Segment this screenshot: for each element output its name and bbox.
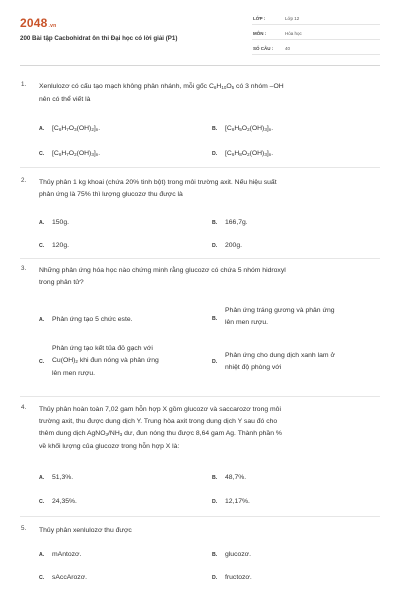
option-label: B. [212,126,218,132]
option-label: D. [212,359,218,365]
option-text: 150g. [52,219,70,226]
meta-class [252,14,380,25]
question-line: trong phân tử? [39,279,84,286]
site-logo[interactable]: 2048.vn [20,16,57,30]
option-text [225,305,335,329]
option-line: nhiệt độ phòng với [225,364,282,371]
option-text: 200g. [225,242,243,249]
option-text: sAccArozơ. [52,574,88,581]
meta-subject-label: MÔN : [253,31,267,36]
option-label: A. [39,317,45,323]
option-line: Phản ứng tạo kết tủa đỏ gạch với [52,345,153,352]
header-divider [20,65,380,66]
option-label: C. [39,499,45,505]
option-label: C. [39,151,45,157]
document-title: 200 Bài tập Cacbohidrat ôn thi Đại học có lời giải (P1) [20,35,178,42]
meta-class-label: LỚP : [253,16,266,21]
option-label: C. [39,575,45,581]
option-label: B. [212,552,218,558]
option-label: A. [39,220,45,226]
meta-count-label: SỐ CÂU : [253,46,274,51]
question-line: nên có thể viết là [39,96,91,103]
option-label: B. [212,475,218,481]
meta-question-count [252,44,380,55]
option-line: Phản ứng cho dung dịch xanh lam ở [225,352,335,359]
option-label: B. [212,316,218,322]
question-text [39,81,377,106]
option-text [225,350,335,374]
question-line: phản ứng là 75% thì lượng glucozơ thu được là [39,191,183,198]
question-number: 2. [21,177,27,184]
question-2 [20,177,380,259]
option-label: D. [212,575,218,581]
option-label: A. [39,552,45,558]
question-4 [20,404,380,517]
question-line: trường axit, thu được dung dịch Y. Trung hòa axit trong dung dịch Y sau đó cho [39,418,278,425]
option-text: 12,17%. [225,498,250,505]
option-label: A. [39,126,45,132]
option-label: D. [212,499,218,505]
option-text: $[C_6H_7O_3(OH)_2]_n$. [52,125,101,132]
document-header [0,0,400,66]
option-text: 120g. [52,242,70,249]
option-label: A. [39,475,45,481]
question-line: thêm dung dịch $AgNO_3/NH_3$ dư, đun nóng thu được 8,64 gam Ag. Thành phần % [39,430,282,437]
option-text: 51,3%. [52,474,74,481]
question-line: về khối lượng của glucozơ trong hỗn hợp X là: [39,443,180,450]
question-text [39,525,377,537]
option-text [52,343,159,380]
question-text [39,265,377,289]
option-label: D. [212,243,218,249]
option-text: fructozơ. [225,574,252,581]
question-line: Thủy phân 1 kg khoai (chứa 20% tinh bột) trong môi trường axit. Nếu hiệu suất [39,179,277,186]
option-label: D. [212,151,218,157]
meta-subject-value: Hóa học [285,31,302,36]
option-line: Phản ứng tráng gương và phản ứng [225,307,335,314]
option-label: B. [212,220,218,226]
question-5 [20,525,380,595]
option-line: lên men rượu. [52,370,96,377]
option-text: mAntozơ. [52,551,82,558]
question-text [39,177,377,201]
question-line: Thủy phân hoàn toàn 7,02 gam hỗn hợp X gồm glucozơ và saccarozơ trong môi [39,406,281,413]
option-text: $[C_6H_7O_2(OH)_3]_n$. [52,150,101,157]
option-line: $Cu(OH)_2$ khi đun nóng và phản ứng [52,357,159,364]
option-text: glucozơ. [225,551,251,558]
meta-subject [252,29,380,40]
question-line: Xenlulozơ có cấu tạo mạch không phân nhánh, mỗi gốc $C_6H_{10}O_5$ có 3 nhóm –OH [39,83,284,90]
meta-count-value: 40 [285,46,291,51]
question-number: 1. [21,81,27,88]
meta-class-value: Lớp 12 [285,16,300,21]
option-label: C. [39,359,45,365]
question-1 [20,81,380,168]
option-line: lên men rượu. [225,319,269,326]
question-number: 4. [21,404,27,411]
question-3 [20,265,380,397]
question-line: Thủy phân xenlulozơ thu được [39,527,132,534]
option-text: $[C_6H_8O_2(OH)_3]_n$. [225,150,274,157]
question-line: Những phản ứng hóa học nào chứng minh rằng glucozơ có chứa 5 nhóm hidroxyl [39,267,286,274]
question-number: 5. [21,525,27,532]
option-text [52,314,133,326]
option-text: 48,7%. [225,474,247,481]
option-line: Phản ứng tạo 5 chức este. [52,316,133,323]
option-text: 24,35%. [52,498,77,505]
question-text [39,404,377,453]
option-label: C. [39,243,45,249]
option-text: 166,7g. [225,219,248,226]
option-text: $[C_6H_5O_2(OH)_3]_n$. [225,125,274,132]
question-number: 3. [21,265,27,272]
